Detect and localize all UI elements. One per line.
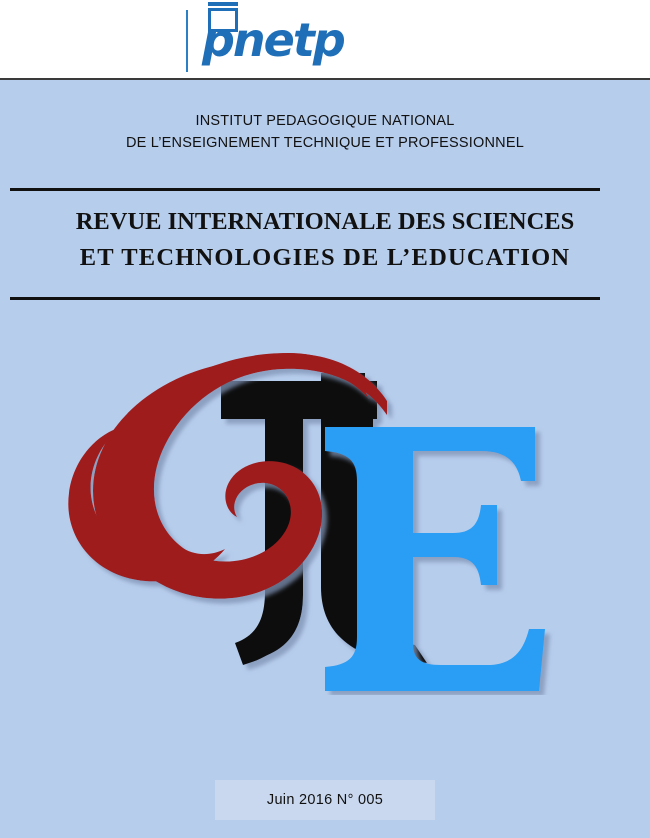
cover-page <box>0 78 650 838</box>
divider-top <box>10 188 600 191</box>
logo-square-icon <box>208 8 238 32</box>
monogram-letter-e <box>325 427 545 691</box>
ipnetp-logo <box>186 6 366 72</box>
institute-name <box>0 110 650 154</box>
issue-text: Juin 2016 N° 005 <box>266 792 384 808</box>
page-title <box>0 204 650 276</box>
institute-line-2: DE L’ENSEIGNEMENT TECHNIQUE ET PROFESSIONNEL <box>126 135 524 151</box>
ste-monogram <box>35 295 595 695</box>
logo-band <box>0 0 650 78</box>
logo-top-bar-icon <box>208 2 238 6</box>
institute-line-1: INSTITUT PEDAGOGIQUE NATIONAL <box>195 113 455 129</box>
title-line-1: REVUE INTERNATIONALE DES SCIENCES <box>75 208 575 235</box>
logo-wordmark: pnetp <box>202 13 344 67</box>
logo-divider-rule <box>186 10 188 72</box>
title-line-2: ET TECHNOLOGIES DE L’EDUCATION <box>79 244 571 271</box>
issue-badge <box>215 780 435 820</box>
